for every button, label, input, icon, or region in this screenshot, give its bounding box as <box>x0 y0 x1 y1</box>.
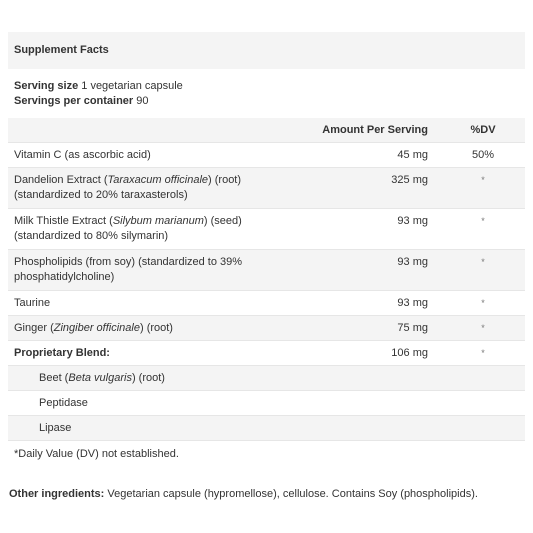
table-row <box>8 341 525 366</box>
servings-per-container-label: Servings per container <box>14 95 134 107</box>
other-ingredients-text: Vegetarian capsule (hypromellose), cellulose. Contains Soy (phospholipids). <box>104 488 478 500</box>
ingredient-name-text: Lipase <box>39 421 72 434</box>
ingredient-name-text: Phospholipids (from soy) (standardized to 39% phosphatidylcholine) <box>14 256 243 283</box>
ingredient-dv: * <box>481 175 485 185</box>
ingredient-name-text: Dandelion Extract ( <box>14 174 108 186</box>
ingredient-dv: * <box>481 257 485 267</box>
ingredient-name <box>8 148 308 163</box>
ingredient-name <box>8 255 308 285</box>
serving-size-label: Serving size <box>14 80 79 92</box>
ingredient-name-text: Ginger ( <box>14 321 54 334</box>
other-ingredients-label: Other ingredients: <box>9 488 105 500</box>
supplement-facts-panel <box>8 32 525 467</box>
ingredient-name <box>8 296 308 311</box>
servings-per-container-line <box>14 94 525 109</box>
ingredient-name-text: Milk Thistle Extract ( <box>14 215 113 227</box>
panel-title <box>8 32 525 69</box>
table-row <box>8 366 525 391</box>
ingredient-amount: 325 mg <box>391 174 428 186</box>
ingredient-name-text: Peptidase <box>39 396 88 409</box>
ingredient-amount: 93 mg <box>397 215 428 227</box>
serving-size-line <box>14 79 525 94</box>
dv-footnote: *Daily Value (DV) not established. <box>8 441 525 467</box>
ingredient-name-detail: ) (root) (standardized to 20% taraxasterols) <box>14 174 242 201</box>
blend-name-text: Proprietary Blend: <box>14 346 110 359</box>
ingredient-amount: 93 mg <box>397 296 428 309</box>
table-row <box>8 143 525 168</box>
table-row <box>8 391 525 416</box>
ingredient-latin-name: Zingiber officinale <box>53 321 140 334</box>
ingredient-name-detail: ) (seed) (standardized to 80% silymarin) <box>14 215 242 242</box>
table-header-row <box>8 118 525 143</box>
ingredient-name-text: Vitamin C (as ascorbic acid) <box>14 148 151 161</box>
ingredient-name-text: Beet ( <box>39 371 69 384</box>
ingredient-amount: 106 mg <box>391 346 428 359</box>
ingredient-dv: * <box>481 347 485 358</box>
ingredient-dv: 50% <box>471 148 495 161</box>
ingredient-dv: * <box>481 322 485 333</box>
ingredient-dv: * <box>481 216 485 226</box>
panel-title-text: Supplement Facts <box>14 44 109 56</box>
ingredient-dv: * <box>481 297 485 308</box>
ingredient-name <box>8 321 308 336</box>
table-row <box>8 416 525 441</box>
table-row <box>8 168 525 209</box>
ingredient-name <box>8 346 308 361</box>
ingredient-latin-name: Silybum marianum <box>112 215 204 227</box>
nutrient-table <box>8 118 525 441</box>
header-dv: %DV <box>470 123 496 136</box>
servings-per-container-value: 90 <box>136 95 149 107</box>
ingredient-name <box>8 421 308 436</box>
other-ingredients <box>9 488 529 500</box>
ingredient-latin-name: Beta vulgaris <box>68 371 132 384</box>
table-row <box>8 250 525 291</box>
ingredient-name <box>8 214 308 244</box>
ingredient-amount: 45 mg <box>397 148 428 161</box>
serving-size-value: 1 vegetarian capsule <box>81 80 183 92</box>
table-row <box>8 291 525 316</box>
serving-info <box>8 69 525 118</box>
header-amount: Amount Per Serving <box>322 123 428 136</box>
table-row <box>8 316 525 341</box>
ingredient-name-detail: ) (root) <box>139 321 173 334</box>
table-row <box>8 209 525 250</box>
ingredient-amount: 75 mg <box>397 321 428 334</box>
ingredient-name <box>8 173 308 203</box>
ingredient-latin-name: Taraxacum officinale <box>107 174 209 186</box>
ingredient-name-text: Taurine <box>14 296 51 309</box>
ingredient-amount: 93 mg <box>397 256 428 268</box>
ingredient-name-detail: ) (root) <box>131 371 165 384</box>
ingredient-name <box>8 371 308 386</box>
ingredient-name <box>8 396 308 411</box>
